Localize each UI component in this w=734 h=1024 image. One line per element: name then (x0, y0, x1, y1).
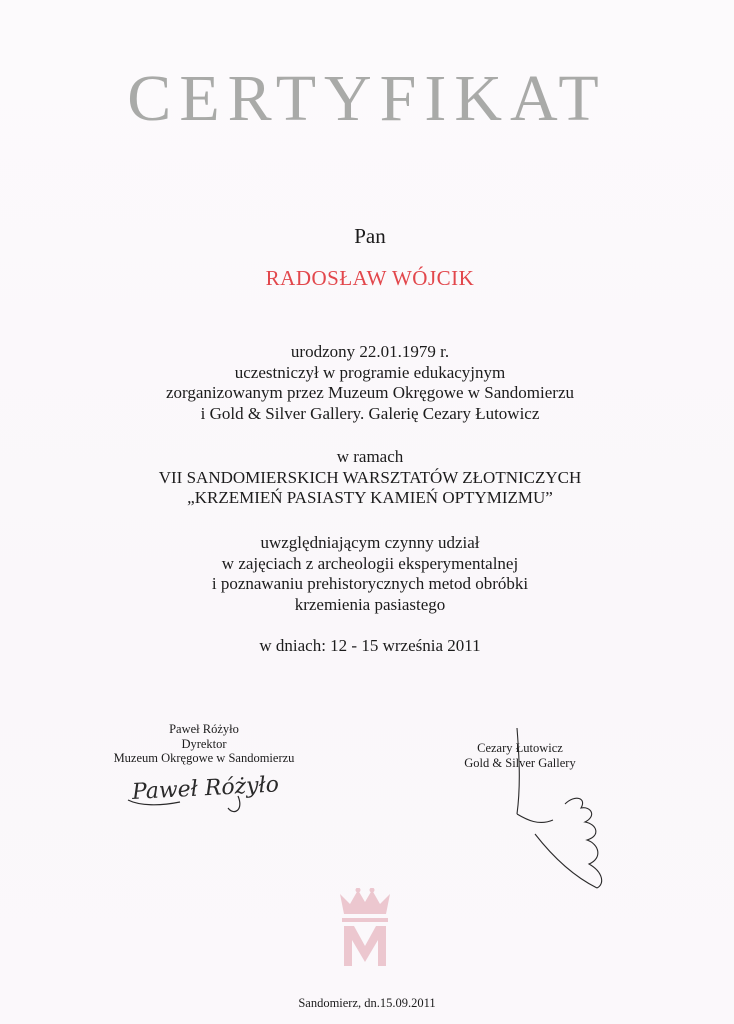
program-description (100, 447, 640, 509)
activity-line: w zajęciach z archeologii eksperymentalnej (221, 553, 519, 573)
left-signatory-name: Paweł Różyło (169, 722, 239, 736)
details-line: i Gold & Silver Gallery. Galerię Cezary Łutowicz (200, 403, 540, 423)
museum-crown-m-logo (336, 888, 394, 968)
program-line: „KRZEMIEŃ PASIASTY KAMIEŃ OPTYMIZMU” (187, 488, 553, 507)
details-line: zorganizowanym przez Muzeum Okręgowe w Sandomierzu (165, 383, 575, 402)
event-dates: w dniach: 12 - 15 września 2011 (259, 636, 481, 655)
left-handwritten-signature (120, 766, 280, 816)
participant-details (100, 342, 640, 424)
activity-line: krzemienia pasiastego (294, 594, 446, 614)
activity-line: uwzględniającym czynny udział (260, 533, 480, 552)
activity-description (100, 533, 640, 615)
details-line: uczestniczył w programie edukacyjnym (234, 362, 506, 382)
program-line: w ramach (336, 447, 404, 466)
place-and-date: Sandomierz, dn.15.09.2011 (298, 996, 436, 1010)
right-signatory-institution: Gold & Silver Gallery (464, 755, 576, 770)
activity-line: i poznawaniu prehistorycznych metod obróbki (211, 574, 529, 593)
details-line: urodzony 22.01.1979 r. (290, 342, 450, 361)
certificate-title: CERTYFIKAT (127, 62, 607, 135)
recipient-name: RADOSŁAW WÓJCIK (265, 266, 475, 290)
program-line: VII SANDOMIERSKICH WARSZTATÓW ZŁOTNICZYCH (158, 467, 582, 487)
left-signatory-block (94, 722, 314, 766)
right-handwritten-signature (505, 724, 615, 894)
right-signatory-name: Cezary Łutowicz (477, 741, 563, 755)
left-signatory-institution: Muzeum Okręgowe w Sandomierzu (113, 751, 295, 765)
svg-text:Paweł Różyło: Paweł Różyło (131, 772, 280, 806)
salutation: Pan (354, 224, 386, 248)
left-signatory-role: Dyrektor (181, 736, 227, 751)
